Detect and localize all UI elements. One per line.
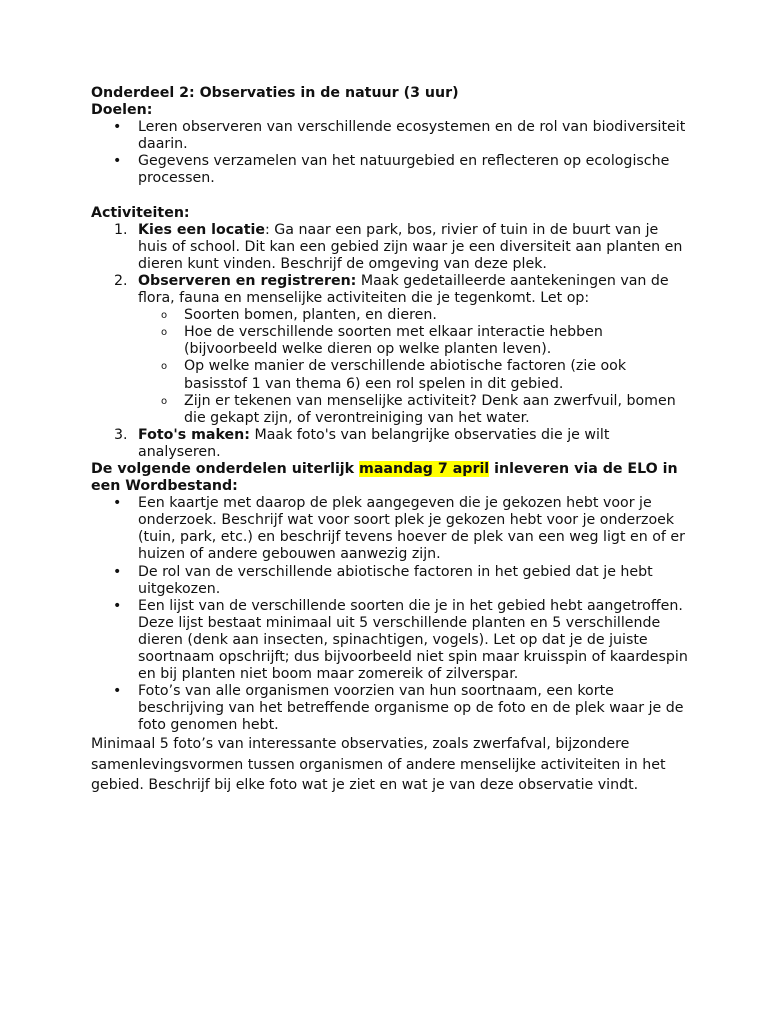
deliverable-item (91, 495, 691, 563)
closing-paragraph: Minimaal 5 foto’s van interessante observaties, zoals zwerfafval, bijzondere samenlevingsvormen tussen organismen of andere menselijke activiteiten in het gebied. Beschrijf bij elke foto wat je ziet en wat je van deze observatie vindt. (91, 736, 666, 794)
circle-marker: o (161, 361, 168, 373)
activity-label: Observeren en registreren: (138, 272, 357, 289)
activity-item (91, 222, 691, 273)
goal-text: Leren observeren van verschillende ecosystemen en de rol van biodiversiteit daarin. (138, 119, 686, 153)
deadline-date: maandag 7 april (359, 460, 490, 477)
bullet-marker: • (113, 153, 122, 170)
activities-list-continued (91, 427, 691, 461)
item-number: 3. (114, 426, 128, 443)
bullet-marker: • (113, 597, 122, 614)
goal-text: Gegevens verzamelen van het natuurgebied en reflecteren op ecologische processen. (138, 153, 670, 187)
circle-marker: o (161, 395, 168, 407)
goal-item (91, 119, 691, 153)
goals-heading: Doelen: (91, 102, 153, 119)
observation-point (91, 358, 691, 392)
deadline-after: inleveren via de ELO in een Wordbestand: (91, 460, 678, 495)
activity-label: Foto's maken: (138, 426, 250, 443)
deliverables-list (91, 495, 691, 734)
deliverable-text: Foto’s van alle organismen voorzien van hun soortnaam, een korte beschrijving van het betreffende organisme op de foto en de plek waar je de foto genomen hebt. (138, 683, 684, 734)
bullet-marker: • (113, 683, 122, 700)
deliverable-text: Een lijst van de verschillende soorten die je in het gebied hebt aangetroffen. Deze lijst bestaat minimaal uit 5 verschillende planten en 5 verschillende dieren (denk aan insecten, spinachtigen, vogels). Let op dat je de juiste soortnaam opschrijft; dus bijvoorbeeld niet spin maar kruisspin of kaardespin en bij planten niet boom maar zomereik of zilverspar. (138, 597, 688, 683)
deliverable-item (91, 683, 691, 734)
deliverable-text: Een kaartje met daarop de plek aangegeven die je gekozen hebt voor je onderzoek. Beschrijf wat voor soort plek je gekozen hebt voor je onderzoek (tuin, park, etc.) en beschrijf tevens hoever de plek van een weg ligt en of er huizen of andere gebouwen aanwezig zijn. (138, 495, 685, 563)
circle-marker: o (161, 310, 168, 322)
observation-point (91, 307, 691, 324)
bullet-marker: • (113, 119, 122, 136)
item-number: 1. (114, 221, 128, 238)
blank-line (91, 188, 691, 205)
circle-marker: o (161, 327, 168, 339)
section-title: Onderdeel 2: Observaties in de natuur (3 uur) (91, 85, 459, 101)
activity-item (91, 273, 691, 307)
activity-text: Maak foto's van belangrijke observaties die je wilt analyseren. (138, 426, 610, 460)
deliverable-item (91, 564, 691, 598)
bullet-marker: • (113, 495, 122, 512)
observation-text: Hoe de verschillende soorten met elkaar interactie hebben (bijvoorbeeld welke dieren op welke planten leven). (184, 324, 603, 358)
goal-item (91, 153, 691, 187)
activities-list (91, 222, 691, 307)
bullet-marker: • (113, 563, 122, 580)
observation-text: Op welke manier de verschillende abiotische factoren (zie ook basisstof 1 van thema 6) een rol spelen in dit gebied. (184, 358, 627, 392)
item-number: 2. (114, 272, 128, 289)
deadline-heading (91, 461, 691, 495)
deadline-before: De volgende onderdelen uiterlijk (91, 460, 360, 477)
observation-point (91, 393, 691, 427)
observation-point (91, 324, 691, 358)
goals-list (91, 119, 691, 187)
deliverable-text: De rol van de verschillende abiotische factoren in het gebied dat je hebt uitgekozen. (138, 563, 653, 597)
activity-item (91, 427, 691, 461)
activity-text: : Ga naar een park, bos, rivier of tuin in de buurt van je huis of school. Dit kan een gebied zijn waar je een diversiteit aan planten en dieren kunt vinden. Beschrijf de omgeving van deze plek. (138, 221, 683, 272)
document-page (91, 85, 691, 796)
observation-text: Soorten bomen, planten, en dieren. (184, 307, 437, 324)
observation-points-list (91, 307, 691, 427)
observation-text: Zijn er tekenen van menselijke activiteit? Denk aan zwerfvuil, bomen die gekapt zijn, of verontreiniging van het water. (184, 392, 676, 426)
activities-heading: Activiteiten: (91, 204, 190, 221)
deliverable-item (91, 598, 691, 683)
activity-label: Kies een locatie (138, 221, 266, 238)
activity-text: Maak gedetailleerde aantekeningen van de flora, fauna en menselijke activiteiten die je tegenkomt. Let op: (138, 272, 669, 307)
